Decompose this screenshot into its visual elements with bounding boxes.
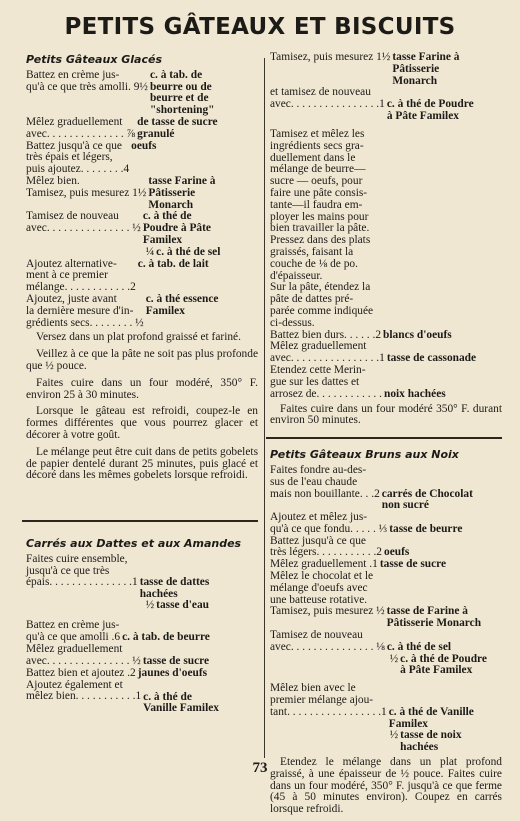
instruction-text: Mêlez bien. Tamisez, puis mesurez 1½ xyxy=(26,174,147,199)
ingredient-text: de tasse de sucre granulé xyxy=(137,115,218,140)
instruction-text: Battez en crème jus- qu'à ce que très amolli. 9½ xyxy=(26,68,148,93)
instruction-text: Mêlez le chocolat et le mélange d'oeufs avec une batteuse rotative. Tamisez, puis mesurez ½ xyxy=(270,570,385,618)
page-title: PETITS GÂTEAUX ET BISCUITS xyxy=(64,14,456,40)
ingredient-row xyxy=(270,87,502,123)
method-paragraph: Faites cuire dans un four modéré, 350° F. environ 25 à 30 minutes. xyxy=(26,376,258,401)
instruction-text: et tamisez de nouveau avec. . . . . . . . . . . . . . . .1 xyxy=(270,86,385,111)
ingredient-text: c. à thé essence Familex xyxy=(145,292,219,317)
ingredient-row xyxy=(26,176,258,211)
page-number: 73 xyxy=(252,760,268,776)
recipe-heading: Petits Gâteaux Glacés xyxy=(26,53,162,66)
ingredient-row xyxy=(26,600,258,612)
ingredient-text: noix hachées xyxy=(383,387,446,400)
instruction-text: Tamisez de nouveau avec. . . . . . . . . . . . . . . ⅛ xyxy=(270,629,385,653)
ingredient-row xyxy=(26,644,258,668)
ingredient-row xyxy=(270,536,502,560)
ingredient-text: c. à thé de sel xyxy=(386,640,452,653)
instruction-text: Faites cuire ensemble, jusqu'à ce que très épais. . . . . . . . . . . . . . .1 xyxy=(26,552,138,589)
instruction-text: Faites fondre au-des- sus de l'eau chaude mais non bouillante. . .2 xyxy=(270,463,380,500)
ingredient-row xyxy=(26,620,258,644)
instruction-text: Battez bien durs. . . . . .2 xyxy=(270,328,382,341)
ingredient-text: tasse de Farine à Pâtisserie Monarch xyxy=(386,605,482,630)
ingredient-text: c. à thé de Poudre à Pâte Familex xyxy=(386,98,474,123)
ingredient-row xyxy=(270,683,502,730)
method-text: Tamisez et mêlez les ingrédients secs gra- duellement dans le mélange de beurre— sucre — oeufs, pour faire une pâte consis- tante—il faudra em- ployer les mains pour bien travailler la pâte. Pressez dans des plats graissés, faisant la couche de ⅛ de po. d'épaisseur. Sur la pâte, étendez la pâte de dattes pré- parée comme indiquée ci-dessus. xyxy=(270,127,374,329)
ingredient-text: c. à thé de Vanille Familex xyxy=(388,705,474,730)
ingredient-row xyxy=(26,554,258,601)
ingredient-text: c. à thé de sel xyxy=(156,245,221,258)
ingredient-text: c. à tab. de beurre ou de beurre et de "shortening" xyxy=(149,68,215,117)
ingredient-row xyxy=(270,730,502,754)
instruction-text: Mêlez graduellement avec. . . . . . . . . . . . . . . ½ xyxy=(26,643,141,667)
ingredient-text: tasse de noix hachées xyxy=(400,729,462,754)
ingredient-list xyxy=(26,554,258,715)
ingredient-row xyxy=(270,341,502,365)
instruction-text: ½ xyxy=(270,729,399,742)
instruction-text: ½ xyxy=(26,599,155,612)
instruction-text: ½ xyxy=(270,652,399,665)
right-column xyxy=(270,52,502,821)
ingredient-text: tasse de sucre xyxy=(379,558,447,571)
ingredient-text: oeufs xyxy=(384,546,410,559)
section-divider xyxy=(22,520,258,522)
ingredient-row xyxy=(26,680,258,716)
method-paragraph: Etendez le mélange dans un plat profond graissé, à une épaisseur de ½ pouce. Faites cuire dans un four modéré, 350° F. jusqu'à ce que ferme (45 à 50 minutes environ). Coupez en carrés lorsque refroidi. xyxy=(270,756,502,816)
instruction-text: Ajoutez alternative- ment à ce premier mélange. . . . . . . . . . . .2 xyxy=(26,257,136,294)
ingredient-row xyxy=(26,211,258,246)
ingredient-text: tasse de beurre xyxy=(389,522,463,535)
method-paragraph: Faites cuire dans un four modéré 350° F. durant environ 50 minutes. xyxy=(270,402,502,427)
ingredient-text: tasse Farine à Pâtisserie Monarch xyxy=(148,174,216,211)
ingredient-text: oeufs xyxy=(131,139,157,152)
ingredient-row xyxy=(270,571,502,630)
ingredient-row xyxy=(270,512,502,536)
ingredient-row xyxy=(270,654,502,678)
method-paragraph: Veillez à ce que la pâte ne soit pas plus profonde que ½ pouce. xyxy=(26,348,258,372)
ingredient-text: c. à tab. de lait xyxy=(137,257,209,270)
ingredient-text: c. à thé de Poudre à Pâte Familex xyxy=(142,210,211,246)
ingredient-row xyxy=(26,247,258,259)
instruction-text: Mêlez graduellement avec. . . . . . . . . . . . . . . .1 xyxy=(270,340,385,365)
ingredient-row xyxy=(26,117,258,141)
ingredient-text: tasse de dattes hachées xyxy=(139,575,210,600)
instruction-text: Tamisez, puis mesurez 1½ xyxy=(270,51,391,63)
ingredient-text: jaunes d'oeufs xyxy=(137,666,208,679)
instruction-text: Battez bien et ajoutez .2 xyxy=(26,666,136,679)
instruction-text: Mêlez graduellement avec. . . . . . . . . . . . . . ⅞ xyxy=(26,115,136,140)
instruction-text: Tamisez de nouveau avec. . . . . . . . . . . . . . . ½ xyxy=(26,210,141,235)
ingredient-row xyxy=(270,465,502,512)
method-paragraph: Versez dans un plat profond graissé et fariné. xyxy=(36,331,241,344)
ingredient-row xyxy=(26,668,258,680)
ingredient-row xyxy=(26,70,258,117)
ingredient-row xyxy=(26,294,258,329)
instruction-text: Battez jusqu'à ce que très légers. . . . . . . . . . .2 xyxy=(270,534,382,559)
instruction-text: Mêlez bien avec le premier mélange ajou- tant. . . . . . . . . . . . . . . . .1 xyxy=(270,682,387,718)
ingredient-text: tasse de cassonade xyxy=(386,352,477,365)
instruction-text: Battez en crème jus- qu'à ce que amolli .6 xyxy=(26,619,121,644)
ingredient-text: carrés de Chocolat non sucré xyxy=(381,487,473,512)
ingredient-text: blancs d'oeufs xyxy=(383,328,452,341)
instruction-text: Mêlez graduellement .1 xyxy=(270,558,378,571)
instruction-text: Ajoutez également et mêlez bien. . . . . . . . . . .1 xyxy=(26,678,142,703)
ingredient-text: c. à tab. de beurre xyxy=(122,631,210,644)
method-paragraph: Lorsque le gâteau est refroidi, coupez-le en formes différentes que vous pourrez glacer et décorer à votre goût. xyxy=(26,405,258,441)
ingredient-text: tasse de sucre xyxy=(142,655,210,668)
method-paragraph: Le mélange peut être cuit dans de petits gobelets de papier dentelé durant 25 minutes, puis glacé et décoré dans les mêmes gobelets lorsque refroidi. xyxy=(26,445,258,482)
instruction-text: Etendez cette Merin- gue sur les dattes et arrosez de. . . . . . . . . . . . xyxy=(270,364,382,400)
instruction-text: Battez jusqu'à ce que très épais et légers, puis ajoutez. . . . . . . .4 xyxy=(26,139,130,176)
left-column xyxy=(26,52,258,715)
ingredient-list xyxy=(26,70,258,330)
ingredient-text: c. à thé de Vanille Familex xyxy=(143,690,219,715)
instruction-text: ¼ xyxy=(26,245,155,258)
ingredient-row xyxy=(270,52,502,87)
ingredient-row xyxy=(270,630,502,654)
ingredient-text: c. à thé de Poudre à Pâte Familex xyxy=(400,652,487,677)
instruction-text: Ajoutez, juste avant la dernière mesure d'in- grédients secs. . . . . . . . ½ xyxy=(26,292,144,329)
ingredient-row xyxy=(26,259,258,294)
column-divider xyxy=(264,58,265,758)
recipe-heading: Carrés aux Dattes et aux Amandes xyxy=(26,537,242,551)
ingredient-text: tasse d'eau xyxy=(156,599,209,612)
ingredient-row xyxy=(270,365,502,400)
section-divider xyxy=(266,437,502,439)
recipe-heading: Petits Gâteaux Bruns aux Noix xyxy=(270,448,459,462)
ingredient-row xyxy=(26,141,258,176)
instruction-text: Ajoutez et mêlez jus- qu'à ce que fondu. . . . . ⅓ xyxy=(270,511,388,535)
ingredient-text: tasse Farine à Pâtisserie Monarch xyxy=(392,51,460,87)
